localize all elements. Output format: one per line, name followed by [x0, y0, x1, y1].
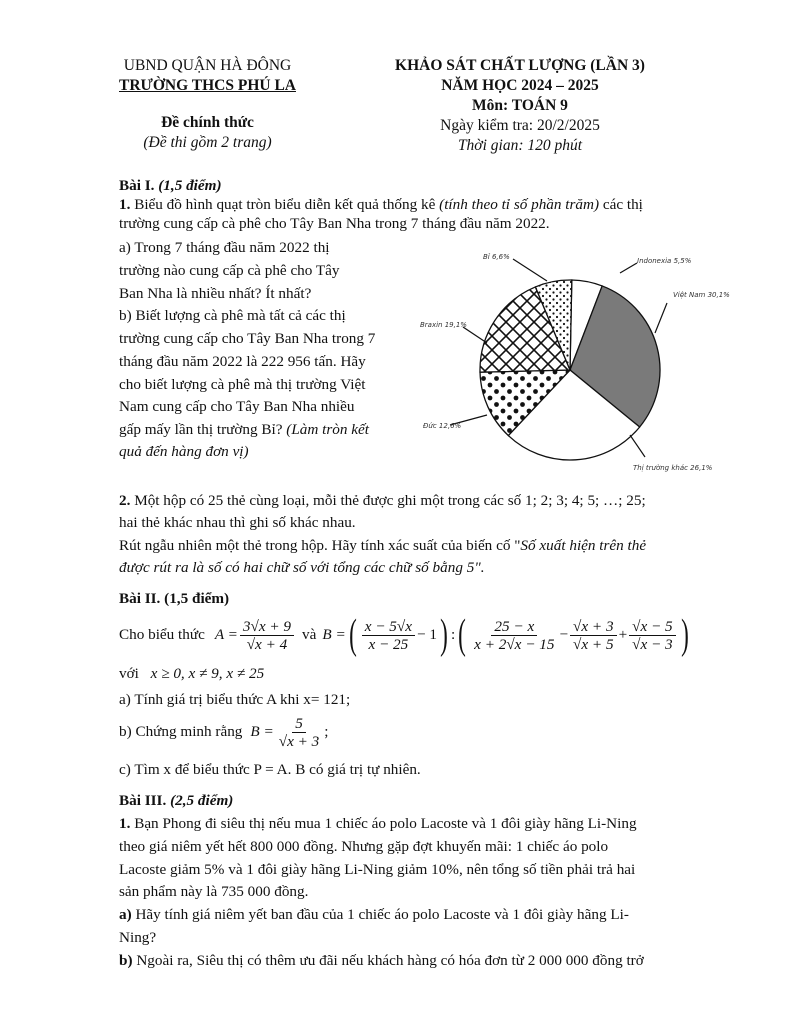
fraction-numerator: 25 − x — [491, 618, 537, 636]
fraction-A — [240, 618, 294, 653]
page-count-note: (Đề thi gồm 2 trang) — [143, 134, 272, 151]
pie-chart — [415, 245, 730, 480]
fraction-B1 — [362, 618, 415, 653]
question-number: 1. — [119, 196, 131, 213]
fraction-numerator: √x − 5 — [629, 618, 676, 636]
section-title: Bài I. — [119, 177, 155, 194]
text-span: và — [302, 626, 317, 643]
text-span: các thị — [602, 196, 643, 213]
fraction-B2 — [471, 618, 557, 653]
district-name: UBND QUẬN HÀ ĐÔNG — [123, 57, 292, 74]
exam-status — [100, 113, 315, 153]
math-operator: − — [559, 626, 569, 643]
question-text — [119, 536, 646, 555]
fraction-denominator: √x + 3 — [278, 732, 320, 750]
fraction-denominator: √x − 3 — [632, 635, 673, 653]
math-operator: − 1 — [416, 626, 437, 643]
section-points: (1,5 điểm) — [164, 590, 230, 607]
question-text: tháng đầu năm 2022 là 222 956 tấn. Hãy — [119, 353, 366, 370]
section-title: Bài II. — [119, 590, 161, 607]
fraction-numerator: x − 5√x — [362, 618, 415, 636]
text-span: Bạn Phong đi siêu thị nếu mua 1 chiếc áo polo Lacoste và 1 đôi giày hãng Li-Ning — [134, 815, 637, 832]
question-text — [119, 420, 369, 439]
text-span: (Làm tròn kết — [286, 421, 369, 438]
question-text: trường cung cấp cà phê cho Tây Ban Nha trong 7 tháng đầu năm 2022. — [119, 215, 550, 232]
math-operator: : — [450, 626, 456, 643]
exam-title: KHẢO SÁT CHẤT LƯỢNG (LẦN 3) — [395, 57, 645, 74]
question-text: trường cung cấp cho Tây Ban Nha trong 7 — [119, 330, 376, 347]
official-label: Đề chính thức — [161, 114, 254, 131]
pie-slices — [480, 280, 660, 460]
fraction-denominator: x − 25 — [368, 635, 409, 653]
question-text: a) Tính giá trị biểu thức A khi x= 121; — [119, 691, 351, 708]
pie-label: Việt Nam 30,1% — [673, 291, 730, 299]
fraction-denominator: √x + 5 — [573, 635, 614, 653]
subject: Môn: TOÁN 9 — [472, 97, 568, 114]
leader-line — [620, 263, 637, 273]
condition-line — [119, 664, 264, 683]
text-span: ; — [324, 723, 329, 740]
math-lhs: A = — [214, 626, 238, 643]
expression-line: Cho biểu thức A = $\frac{3√x + 9}{√x + 4}$ và B = ( $\frac{x - 5√x}{x - 25}$ − 1 ) : ( $\frac{25 - x}{x + 2√x - 15}$ − $\frac{√x + 3}{√x + 5}$ + $\frac{√x - 5}{√x - 3}$ ) — [119, 612, 689, 658]
question-text: được rút ra là số có hai chữ số với tổng các chữ số bằng 5". — [119, 559, 485, 576]
text-span: Cho biểu thức — [119, 626, 205, 643]
leader-line — [463, 327, 487, 343]
leader-line — [655, 303, 667, 333]
text-span: Ngoài ra, Siêu thị có thêm ưu đãi nếu khách hàng có hóa đơn từ 2 000 000 đồng trở — [136, 952, 644, 969]
condition-text: x ≥ 0, x ≠ 9, x ≠ 25 — [150, 665, 265, 682]
question-text — [119, 195, 643, 214]
school-header — [100, 56, 315, 96]
math-lhs: B = — [250, 723, 274, 740]
section-points: (2,5 điểm) — [170, 792, 234, 809]
fraction-numerator: 5 — [292, 715, 306, 733]
fraction-numerator: √x + 3 — [570, 618, 617, 636]
text-span: Số xuất hiện trên thẻ — [520, 537, 647, 554]
text-span: b) Chứng minh rằng — [119, 723, 243, 740]
text-span: với — [119, 665, 139, 682]
section-2-heading — [119, 589, 229, 608]
question-text: b) Biết lượng cà phê mà tất cả các thị — [119, 307, 346, 324]
fraction-B-result — [276, 715, 323, 750]
school-name: TRƯỜNG THCS PHÚ LA — [119, 77, 296, 94]
pie-label: Đức 12,6% — [423, 422, 462, 430]
question-number: 2. — [119, 492, 131, 509]
pie-label: Thị trường khác 26,1% — [633, 464, 713, 472]
question-text — [119, 814, 637, 833]
question-label: a) — [119, 906, 132, 923]
section-3-heading — [119, 791, 233, 810]
pie-label: Braxin 19,1% — [420, 321, 467, 329]
section-points: (1,5 điểm) — [158, 177, 222, 194]
question-text: Nam cung cấp cho Tây Ban Nha nhiều — [119, 398, 355, 415]
fraction-denominator: x + 2√x − 15 — [474, 635, 555, 653]
question-text: Ban Nha là nhiều nhất? Ít nhất? — [119, 285, 312, 302]
exam-header — [360, 56, 680, 156]
leader-line — [630, 435, 645, 457]
text-span: (tính theo tỉ số phần trăm) — [439, 196, 600, 213]
question-text: trường nào cung cấp cà phê cho Tây — [119, 262, 340, 279]
question-text — [119, 712, 328, 752]
question-text: theo giá niêm yết hết 800 000 đồng. Nhưng gặp đợt khuyến mãi: 1 chiếc áo polo — [119, 838, 609, 855]
question-text: Ning? — [119, 929, 157, 946]
school-year: NĂM HỌC 2024 – 2025 — [441, 77, 599, 94]
exam-duration: Thời gian: 120 phút — [457, 137, 583, 154]
question-text: Lacoste giảm 5% và 1 đôi giày hãng Li-Ning giảm 10%, nên tổng số tiền phải trả hai — [119, 861, 636, 878]
fraction-B3 — [570, 618, 617, 653]
math-lhs: B = — [322, 626, 346, 643]
text-span: Biểu đồ hình quạt tròn biểu diễn kết quả thống kê — [134, 196, 436, 213]
pie-label: Bỉ 6,6% — [483, 253, 510, 261]
text-span: Rút ngẫu nhiên một thẻ trong hộp. Hãy tính xác suất của biến cố " — [119, 537, 521, 554]
text-span: Một hộp có 25 thẻ cùng loại, mỗi thẻ được ghi một trong các số 1; 2; 3; 4; 5; …; 25; — [134, 492, 646, 509]
fraction-numerator: 3√x + 9 — [240, 618, 294, 636]
pie-label: Indonexia 5,5% — [637, 257, 692, 265]
question-text: c) Tìm x để biểu thức P = A. B có giá trị tự nhiên. — [119, 761, 421, 778]
text-span: Hãy tính giá niêm yết ban đầu của 1 chiếc áo polo Lacoste và 1 đôi giày hãng Li- — [135, 906, 629, 923]
fraction-B4 — [629, 618, 676, 653]
section-title: Bài III. — [119, 792, 167, 809]
question-number: 1. — [119, 815, 131, 832]
question-text: hai thẻ khác nhau thì ghi số khác nhau. — [119, 514, 356, 531]
question-text: quả đến hàng đơn vị) — [119, 443, 249, 460]
question-text: a) Trong 7 tháng đầu năm 2022 thị — [119, 239, 330, 256]
leader-line — [513, 259, 547, 281]
question-text — [119, 491, 646, 510]
question-text: sản phẩm này là 735 000 đồng. — [119, 883, 309, 900]
question-text — [119, 905, 629, 924]
section-1-heading — [119, 176, 222, 195]
math-operator: + — [618, 626, 628, 643]
fraction-denominator: √x + 4 — [246, 635, 288, 653]
exam-date: Ngày kiểm tra: 20/2/2025 — [440, 117, 600, 134]
question-label: b) — [119, 952, 133, 969]
text-span: gấp mấy lần thị trường Bỉ? — [119, 421, 283, 438]
question-text: cho biết lượng cà phê mà thị trường Việt — [119, 376, 366, 393]
question-text — [119, 951, 644, 970]
